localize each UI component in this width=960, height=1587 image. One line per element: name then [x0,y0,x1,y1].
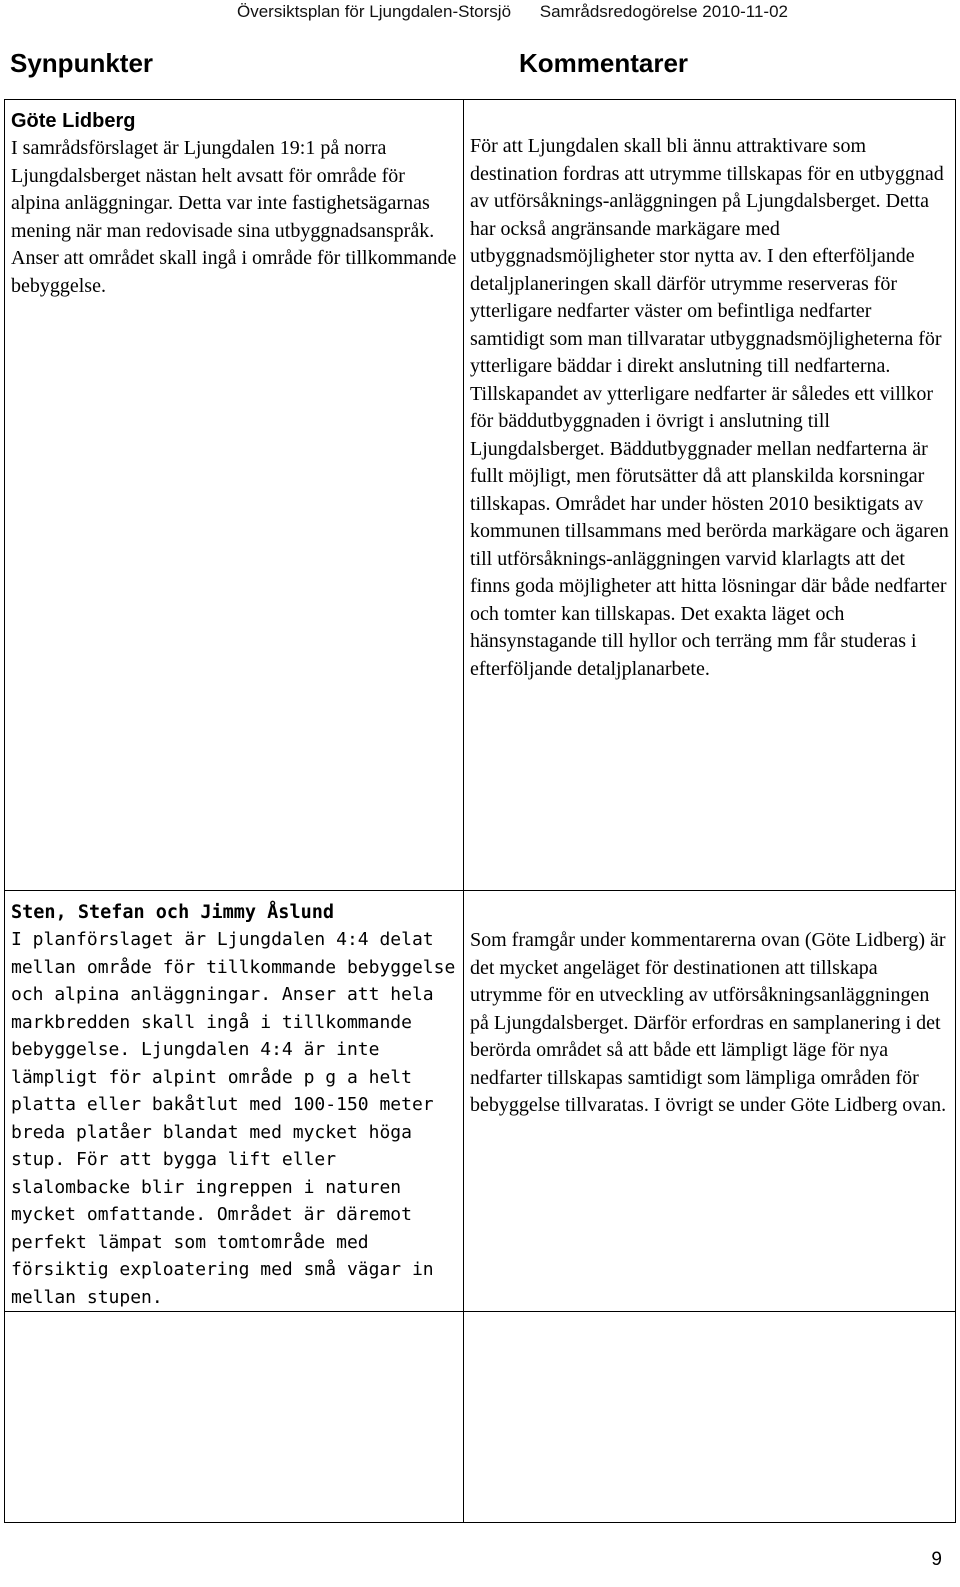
column-title-kommentarer: Kommentarer [519,48,689,78]
kommentar-cell [464,100,956,891]
comments-table [4,99,956,1523]
table-row-empty [5,1312,956,1523]
commenter-name: Göte Lidberg [11,110,136,132]
document-title: Översiktsplan för Ljungdalen-Storsjö [237,2,512,21]
table-row [5,100,956,891]
response-text: Som framgår under kommentarerna ovan (Göte Lidberg) är det mycket angeläget för destinationen att tillskapa utrymme för en utveckling av utförsåkningsanläggningen på Ljungdalsberget. Därför erfordras en samplanering i det berörda området så att både ett lämpligt läge för nya nedfarter tillskapas samtidigt som lämpliga områden för bebyggelse tillvaratas. I övrigt se under Göte Lidberg ovan. [470,929,947,1116]
synpunkt-cell [5,891,464,1312]
empty-cell [5,1312,464,1523]
commenter-name: Sten, Stefan och Jimmy Åslund [11,902,335,923]
page-header [213,2,788,22]
synpunkt-cell [5,100,464,891]
table-row [5,891,956,1312]
response-text: För att Ljungdalen skall bli ännu attraktivare som destination fordras att utrymme tillskapas för en utbyggnad av utförsåknings-anläggningen på Ljungdalsberget. Detta har också angränsande markägare med utbyggnadsmöjligheter stor nytta av. I den efterföljande detaljplaneringen skall därför utrymme reserveras för ytterligare nedfarter väster om befintliga nedfarter samtidigt som man tillvaratar utbyggnadsmöjligheterna för ytterligare bäddar i direkt anslutning till nedfarterna. Tillskapandet av ytterligare nedfarter är således ett villkor för bäddutbyggnaden i övrigt i anslutning till Ljungdalsberget. Bäddutbyggnader mellan nedfarterna är fullt möjligt, men förutsätter då att planskilda korsningar tillskapas. Området har under hösten 2010 besiktigats av kommunen tillsammans med berörda markägare och ägaren till utförsåknings-anläggningen varvid klarlagts att det finns goda möjligheter att hitta lösningar där både nedfarter och tomter kan tillskapas. Det exakta läget och hänsynstagande till hyllor och terräng mm får studeras i efterföljande detaljplanarbete. [470,135,949,680]
empty-cell [464,1312,956,1523]
kommentar-cell [464,891,956,1312]
page-number: 9 [931,1549,942,1570]
column-title-synpunkter: Synpunkter [10,48,154,78]
document-subtitle: Samrådsredogörelse 2010-11-02 [539,2,788,21]
comment-text: I planförslaget är Ljungdalen 4:4 delat mellan område för tillkommande bebyggelse och alpina anläggningar. Anser att hela markbredden skall ingå i tillkommande bebyggelse. Ljungdalen 4:4 är inte lämpligt för alpint område p g a helt platta eller bakåtlut med 100-150 meter breda platåer blandat med mycket höga stup. För att bygga lift eller slalombacke blir ingreppen i naturen mycket omfattande. Området är däremot perfekt lämpat som tomtområde med försiktig exploatering med små vägar in mellan stupen. [11,929,456,1308]
comment-text: I samrådsförslaget är Ljungdalen 19:1 på norra Ljungdalsberget nästan helt avsatt för område för alpina anläggningar. Detta var inte fastighetsägarnas mening när man redovisade sina utbyggnadsanspråk. Anser att området skall ingå i område för tillkommande bebyggelse. [11,137,457,297]
